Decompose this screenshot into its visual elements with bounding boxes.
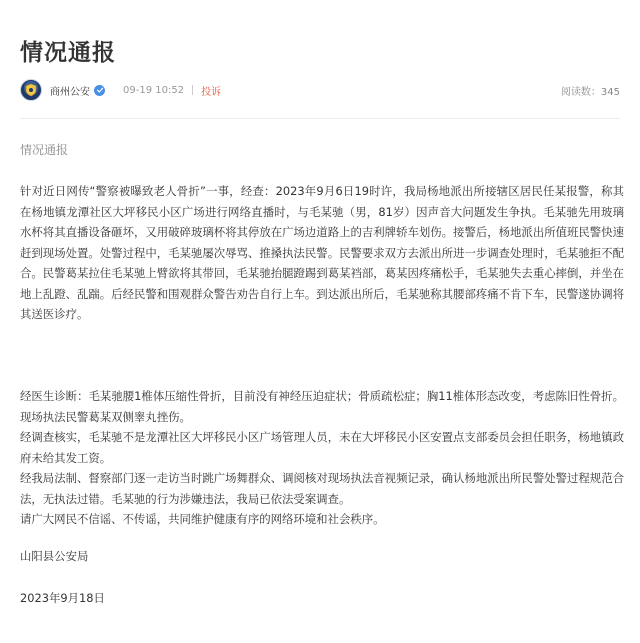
issue-date: 2023年9月18日 (20, 591, 105, 605)
paragraph-incident: 针对近日网传“警察被曝致老人骨折”一事，经查：2023年9月6日19时许，我局杨地派出所接辖区居民任某报警，称其在杨地镇龙潭社区大坪移民小区广场进行网络直播时，与毛某驰（男，81岁）因声音大问题发生争执。毛某驰先用玻璃水杯将其直播设备砸坏，又用破碎玻璃杯将其停放在广场边道路上的吉利牌轿车划伤。接警后，杨地派出所值班民警快速赶到现场处置。处警过程中，毛某驰屡次辱骂、推搡执法民警。民警要求双方去派出所进一步调查处理时，毛某驰拒不配合。民警葛某拉住毛某驰上臂欲将其带回，毛某驰抬腿蹬踢到葛某裆部，葛某因疼痛松手，毛某驰失去重心摔倒，并坐在地上乱蹬、乱踹。后经民警和围观群众警告劝告自行上车。到达派出所后，毛某驰称其腰部疼痛不肯下车，民警遂协调将其送医诊疗。 (20, 184, 624, 321)
view-count: 阅读数：345 (560, 86, 620, 98)
author-name[interactable]: 商州公安 (50, 86, 90, 98)
paragraph-appeal: 请广大网民不信谣、不传谣，共同维护健康有序的网络环境和社会秩序。 (20, 512, 385, 526)
meta-separator (192, 85, 193, 95)
article-title: 情况通报 (20, 40, 116, 66)
article-meta (20, 78, 620, 102)
paragraph-diagnosis: 经医生诊断：毛某驰腰1椎体压缩性骨折，目前没有神经压迫症状；骨质疏松症；胸11椎体形态改变，考虑陈旧性骨折。现场执法民警葛某双侧睾丸挫伤。 (20, 389, 624, 424)
post-time: 09-19 10:52 (123, 84, 185, 96)
verified-check-icon (94, 85, 105, 96)
paragraph-verification: 经调查核实，毛某驰不是龙潭社区大坪移民小区广场管理人员，未在大坪移民小区安置点支部委员会担任职务，杨地镇政府未给其发工资。 (20, 430, 624, 465)
paragraph-investigation: 经我局法制、督察部门逐一走访当时跳广场舞群众、调阅核对现场执法音视频记录，确认杨地派出所民警处警过程规范合法，无执法过错。毛某驰的行为涉嫌违法，我局已依法受案调查。 (20, 471, 624, 506)
signature: 山阳县公安局 (20, 549, 89, 563)
report-link[interactable]: 投诉 (201, 86, 222, 98)
police-badge-icon (24, 83, 38, 97)
author-avatar[interactable] (20, 79, 42, 101)
header-divider (20, 118, 620, 119)
article-subhead: 情况通报 (20, 143, 69, 157)
